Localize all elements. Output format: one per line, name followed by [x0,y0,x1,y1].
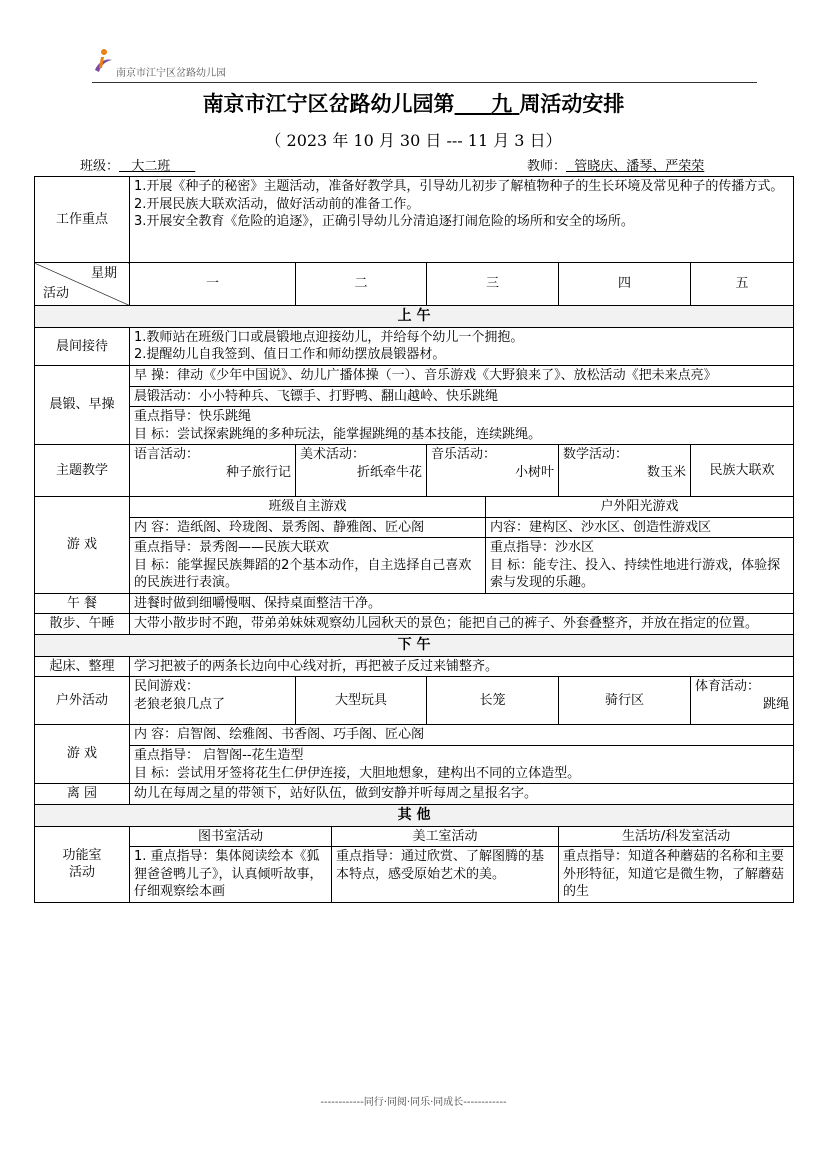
leave-row [35,784,794,805]
theme-label: 主题教学 [35,445,130,497]
games-pm-row-1 [35,725,794,746]
science-room-content: 重点指导：知道各种蘑菇的名称和主要外形特征，知道它是微生物，了解蘑菇的生 [559,847,794,903]
page-header [92,44,757,84]
games-am-right-content: 内容：建构区、沙水区、创造性游戏区 [486,517,794,538]
games-am-left-title: 班级自主游戏 [130,497,486,518]
games-am-right-title: 户外阳光游戏 [486,497,794,518]
exercise-row-1 [35,365,794,386]
games-am-label: 游 戏 [35,497,130,594]
weekday-wed: 三 [427,263,559,306]
outdoor-large-toys: 大型玩具 [296,677,427,725]
function-room-title-row [35,826,794,847]
week-number: 九 [491,91,513,116]
outdoor-label: 户外活动 [35,677,130,725]
leave-label: 离 园 [35,784,130,805]
work-focus-item: 1.开展《种子的秘密》主题活动，准备好教学具，引导幼儿初步了解植物种子的生长环境及常见种子的传播方式。 [134,179,784,194]
wakeup-content: 学习把被子的两条长边向中心线对折，再把被子反过来铺整齐。 [130,656,794,677]
function-room-content-row [35,847,794,903]
work-focus-row [35,177,794,263]
wakeup-label: 起床、整理 [35,656,130,677]
lunch-label: 午 餐 [35,593,130,614]
work-focus-item: 2.开展民族大联欢活动，做好活动前的准备工作。 [134,196,420,212]
theme-row [35,445,794,497]
page-footer: ------------同行·同阅·同乐·同成长------------ [320,1097,507,1108]
library-content: 1. 重点指导：集体阅读绘本《狐狸爸爸鸭儿子》，认真倾听故事，仔细观察绘本画 [130,847,332,903]
games-pm-row-2 [35,745,794,783]
leave-content: 幼儿在每周之星的带领下，站好队伍，做到安静并听每周之星报名字。 [130,784,794,805]
theme-cell-tue: 美术活动： 折纸牵牛花 [296,445,427,497]
function-room-label: 功能室 活动 [35,826,130,902]
outdoor-riding: 骑行区 [559,677,691,725]
weekday-mon: 一 [130,263,296,306]
reception-label: 晨间接待 [35,327,130,365]
games-am-left-focus: 重点指导：景秀阁——民族大联欢 目 标：能掌握民族舞蹈的2个基本动作，自主选择自己喜欢的民族进行表演。 [130,538,486,594]
games-pm-focus: 重点指导： 启智阁--花生造型 目 标：尝试用牙签将花生仁伊伊连接，大胆地想象，建构出不同的立体造型。 [130,745,794,783]
morning-activities: 晨锻活动：小小特种兵、飞镖手、打野鸭、翻山越岭、快乐跳绳 [130,386,794,407]
work-focus-content [130,177,794,263]
nap-row [35,614,794,635]
date-range: （ 2023 年 10 月 30 日 --- 11 月 3 日） [265,131,562,150]
weekday-tue: 二 [296,263,427,306]
page-title: 南京市江宁区岔路幼儿园第 九 周活动安排 [202,91,625,116]
work-focus-label: 工作重点 [35,177,130,263]
outdoor-pe: 体育活动： 跳绳 [691,677,794,725]
games-am-title-row [35,497,794,518]
header-school-name: 南京市江宁区岔路幼儿园 [116,68,226,79]
games-pm-label: 游 戏 [35,725,130,784]
header-divider [92,82,757,83]
art-room-content: 重点指导：通过欣赏、了解图腾的基本特点，感受原始艺术的美。 [332,847,559,903]
schedule-table [34,176,794,903]
library-title: 图书室活动 [130,826,332,847]
section-afternoon: 下 午 [35,635,794,657]
school-logo-icon [92,48,114,74]
exercise-row-3 [35,407,794,445]
wakeup-row [35,656,794,677]
outdoor-folk-game: 民间游戏： 老狼老狼几点了 [130,677,296,725]
games-pm-content: 内 容：启智阁、绘雅阁、书香阁、巧手阁、匠心阁 [130,725,794,746]
morning-exercise: 早 操：律动《少年中国说》、幼儿广播体操（一）、音乐游戏《大野狼来了》、放松活动《把未来点亮》 [130,365,794,386]
theme-cell-mon: 语言活动： 种子旅行记 [130,445,296,497]
weekday-fri: 五 [691,263,794,306]
science-room-title: 生活坊/科发室活动 [559,826,794,847]
reception-row [35,327,794,365]
games-am-left-content: 内 容：造纸阁、玲珑阁、景秀阁、静雅阁、匠心阁 [130,517,486,538]
games-am-focus-row [35,538,794,594]
work-focus-item: 3.开展安全教育《危险的追逐》，正确引导幼儿分清追逐打闹危险的场所和安全的场所。 [134,214,634,230]
art-room-title: 美工室活动 [332,826,559,847]
weekday-thu: 四 [559,263,691,306]
weekday-corner-cell: 星期 活动 [35,263,130,306]
theme-cell-wed: 音乐活动： 小树叶 [427,445,559,497]
exercise-label: 晨锻、早操 [35,365,130,444]
reception-content: 1.教师站在班级门口或晨锻地点迎接幼儿，并给每个幼儿一个拥抱。 2.提醒幼儿自我签到、值日工作和师幼摆放晨锻器材。 [130,327,794,365]
games-am-content-row [35,517,794,538]
outdoor-row [35,677,794,725]
weekday-header-row [35,263,794,306]
section-morning: 上 午 [35,306,794,328]
exercise-focus: 重点指导：快乐跳绳 目 标：尝试探索跳绳的多种玩法，能掌握跳绳的基本技能，连续跳绳。 [130,407,794,445]
theme-cell-fri: 民族大联欢 [691,445,794,497]
lunch-content: 进餐时做到细嚼慢咽、保持桌面整洁干净。 [130,593,794,614]
teacher-names: 管晓庆、潘琴、严荣荣 [574,159,705,174]
class-name: 大二班 [131,159,171,174]
outdoor-cage: 长笼 [427,677,559,725]
teacher-info: 教师： 管晓庆、潘琴、严荣荣 [527,159,705,174]
exercise-row-2 [35,386,794,407]
lunch-row [35,593,794,614]
class-info: 班级： 大二班 [80,159,171,174]
games-am-right-focus: 重点指导：沙水区 目 标：能专注、投入、持续性地进行游戏，体验探索与发现的乐趣。 [486,538,794,594]
theme-cell-thu: 数学活动： 数玉米 [559,445,691,497]
section-other: 其 他 [35,804,794,826]
nap-label: 散步、午睡 [35,614,130,635]
nap-content: 大带小散步时不跑，带弟弟妹妹观察幼儿园秋天的景色；能把自己的裤子、外套叠整齐，并放在指定的位置。 [130,614,794,635]
